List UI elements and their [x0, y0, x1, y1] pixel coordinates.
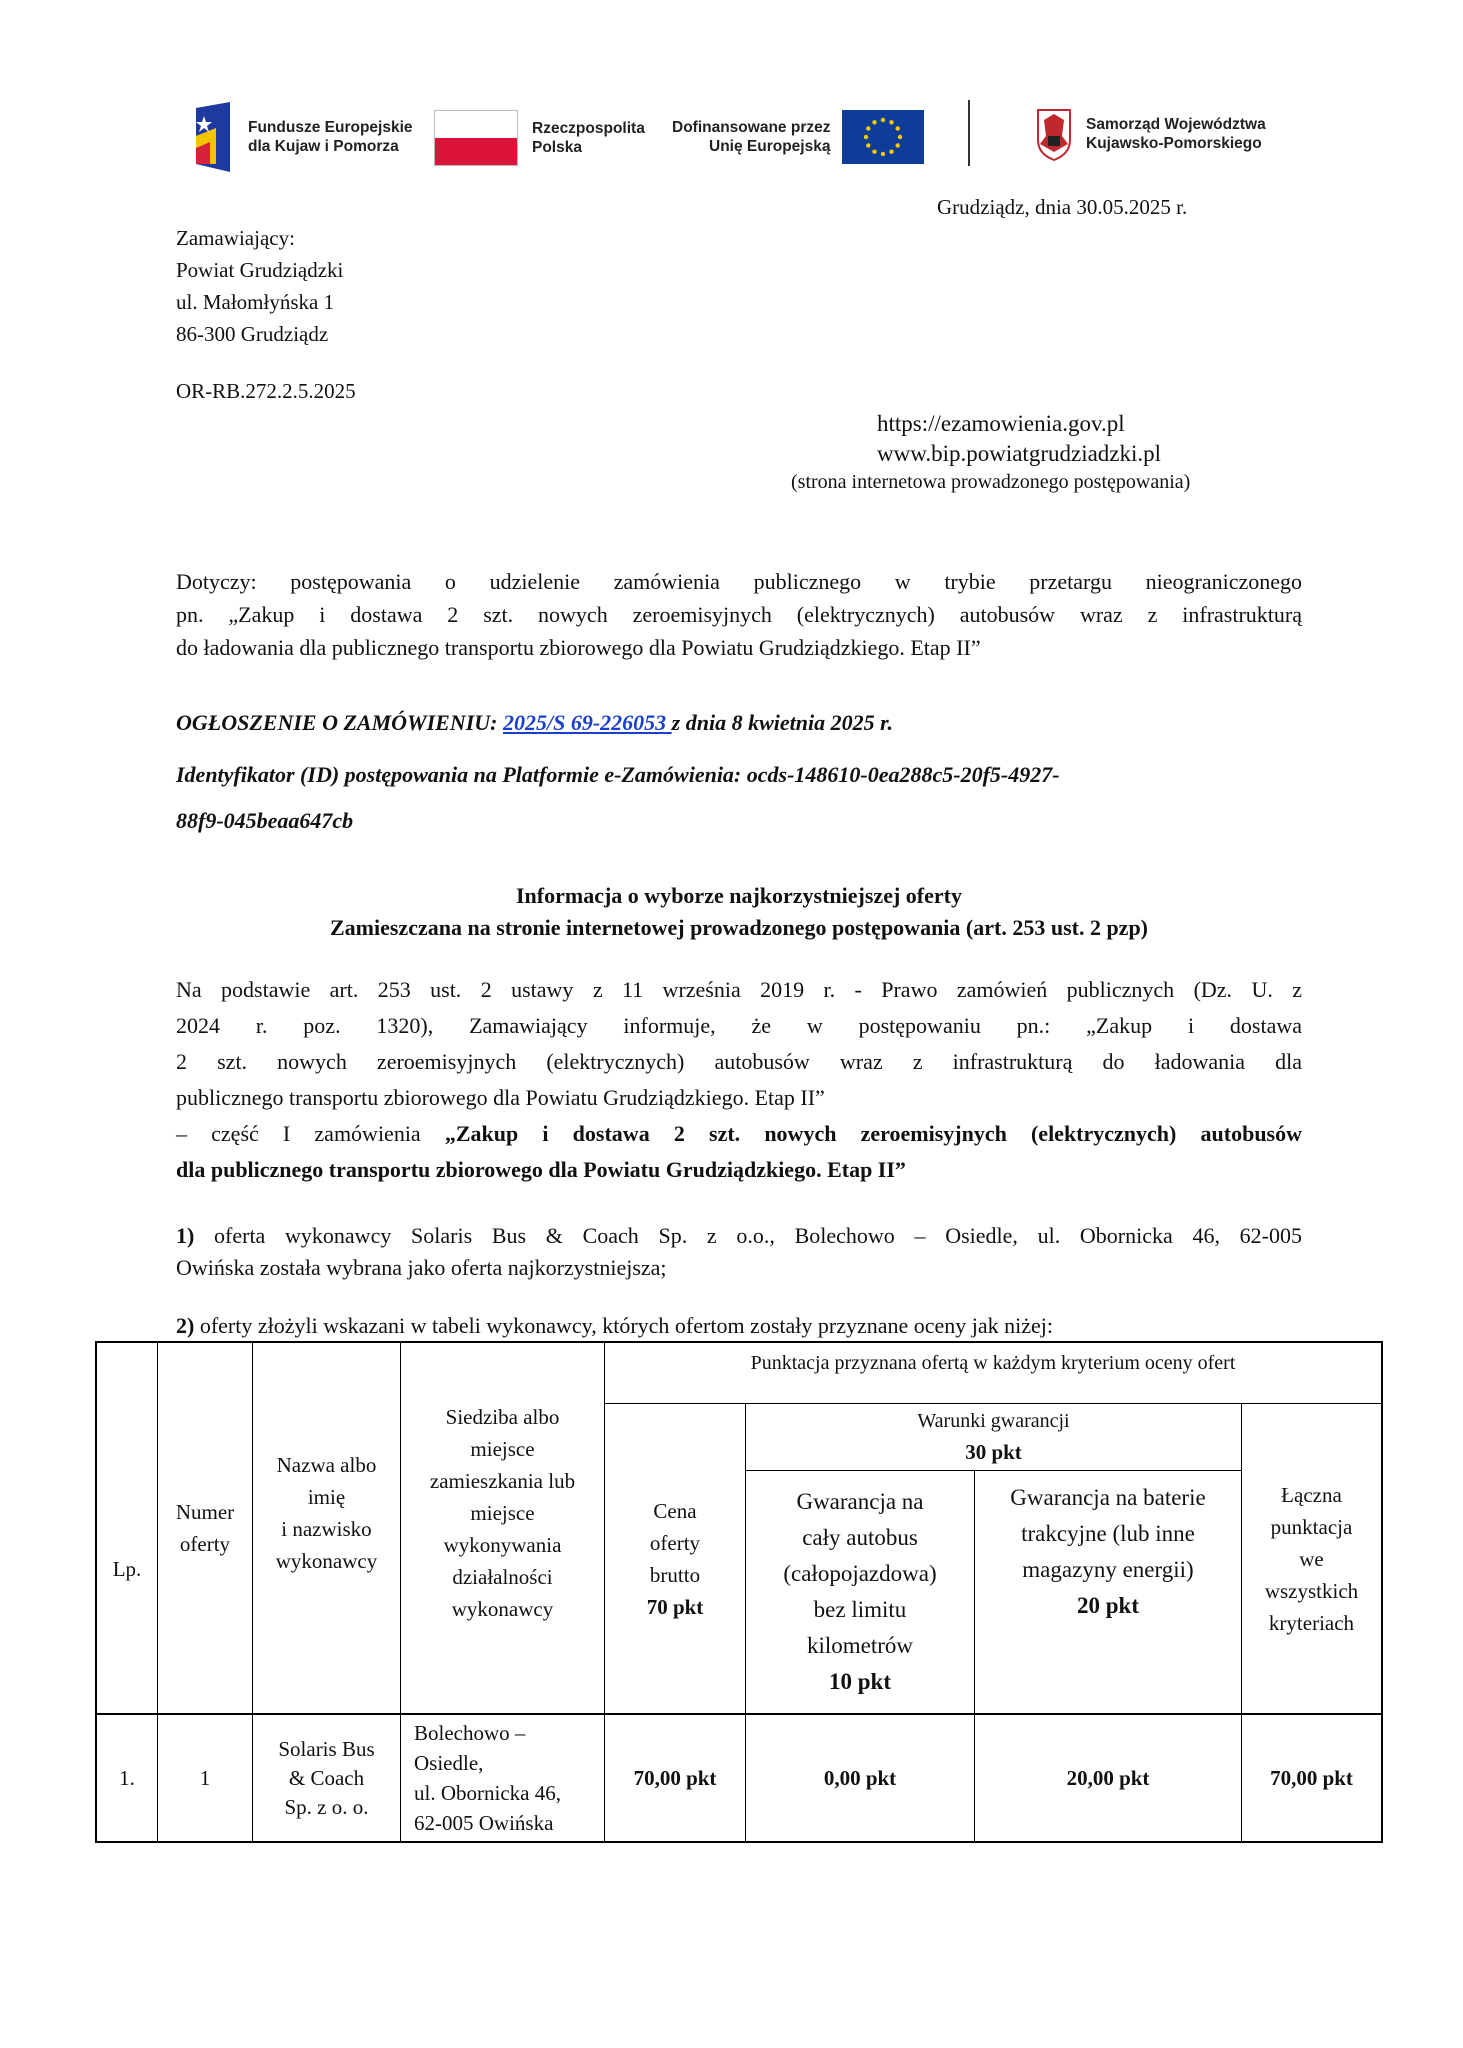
- zamawiajacy-city: 86-300 Grudziądz: [176, 322, 329, 346]
- th-cena: [605, 1404, 745, 1713]
- th-numer: [158, 1343, 252, 1713]
- th-laczna: [1242, 1404, 1381, 1713]
- point2-text: oferty złożyli wskazani w tabeli wykonawcy, których ofertom zostały przyznane oceny jak niżej:: [194, 1313, 1054, 1338]
- rp-logo-line2: Polska: [532, 139, 582, 156]
- th-laczna-line: Łączna: [1281, 1482, 1342, 1507]
- th-warunki-points: 30 pkt: [965, 1440, 1022, 1464]
- url-note: (strona internetowa prowadzonego postępowania): [791, 471, 1191, 493]
- td-siedziba-line: ul. Obornicka 46,: [414, 1781, 561, 1805]
- ogloszenie-suffix: z dnia 8 kwietnia 2025 r.: [671, 710, 893, 735]
- th-laczna-line: kryteriach: [1268, 1610, 1355, 1635]
- th-laczna-line: wszystkich: [1264, 1578, 1359, 1603]
- th-gw1-line: Gwarancja na: [796, 1489, 924, 1514]
- point1-line2: Owińska została wybrana jako oferta najkorzystniejsza;: [176, 1255, 667, 1280]
- url-bip[interactable]: www.bip.powiatgrudziadzki.pl: [877, 441, 1162, 466]
- td-nazwa: [253, 1715, 400, 1841]
- th-gw1-line: kilometrów: [806, 1633, 914, 1658]
- body-line2: 2024 r. poz. 1320), Zamawiający informuje, że w postępowaniu pn.: „Zakup i dostawa: [176, 1013, 1302, 1038]
- th-gw1-line: (całopojazdowa): [783, 1561, 937, 1586]
- point1-text1: oferta wykonawcy Solaris Bus & Coach Sp. z o.o., Bolechowo – Osiedle, ul. Obornicka 46, 62-005: [194, 1223, 1302, 1248]
- td-siedziba: [414, 1715, 604, 1841]
- td-nazwa-line: Solaris Bus: [278, 1736, 375, 1761]
- th-gw2-line: magazyny energii): [1022, 1557, 1194, 1582]
- czesc-line2: dla publicznego transportu zbiorowego dla Powiatu Grudziądzkiego. Etap II”: [176, 1157, 906, 1182]
- informacja-title-line1: Informacja o wyborze najkorzystniejszej oferty: [516, 883, 962, 908]
- ogloszenie-link[interactable]: 2025/S 69-226053: [502, 710, 672, 735]
- th-punktacja: Punktacja przyznana ofertą w każdym kryterium oceny ofert: [750, 1352, 1236, 1374]
- td-lp: 1.: [119, 1766, 135, 1790]
- th-nazwa-line: Nazwa albo: [276, 1453, 377, 1477]
- zamawiajacy-label: Zamawiający:: [176, 226, 295, 250]
- url-ezamowienia[interactable]: https://ezamowienia.gov.pl: [877, 411, 1125, 436]
- th-siedziba-line: miejsce: [470, 1501, 535, 1525]
- th-cena-line: oferty: [649, 1530, 701, 1555]
- th-laczna-line: punktacja: [1270, 1514, 1353, 1539]
- rp-logo-line1: Rzeczpospolita: [532, 120, 645, 137]
- sw-logo-line2: Kujawsko-Pomorskiego: [1086, 135, 1262, 152]
- th-nazwa: [253, 1343, 400, 1683]
- table-border-bottom: [95, 1841, 1383, 1843]
- sw-logo-line1: Samorząd Województwa: [1086, 116, 1266, 133]
- fe-logo-line2: dla Kujaw i Pomorza: [248, 138, 399, 155]
- th-siedziba-line: działalności: [452, 1565, 553, 1589]
- th-gwarancja-autobus: [746, 1471, 974, 1713]
- th-siedziba-line: miejsce: [470, 1437, 535, 1461]
- th-siedziba: [401, 1343, 604, 1683]
- td-nazwa-line: Sp. z o. o.: [284, 1794, 369, 1819]
- fe-logo-line1: Fundusze Europejskie: [248, 119, 413, 136]
- eu-logo-line1: Dofinansowane przez: [672, 119, 831, 136]
- th-warunki: [746, 1404, 1241, 1470]
- point1-number: 1): [176, 1223, 195, 1248]
- czesc-bold1: „Zakup i dostawa 2 szt. nowych zeroemisyjnych (elektrycznych) autobusów: [444, 1121, 1303, 1146]
- td-numer: 1: [199, 1766, 211, 1790]
- th-numer-line: oferty: [179, 1532, 231, 1556]
- th-cena-points: 70 pkt: [646, 1594, 704, 1619]
- th-gw1-line: bez limitu: [813, 1597, 907, 1622]
- place-date: Grudziądz, dnia 30.05.2025 r.: [937, 195, 1188, 219]
- reference-number: OR-RB.272.2.5.2025: [176, 379, 356, 403]
- th-laczna-line: we: [1299, 1546, 1324, 1571]
- td-siedziba-line: Osiedle,: [414, 1751, 484, 1775]
- dotyczy-line2: pn. „Zakup i dostawa 2 szt. nowych zeroemisyjnych (elektrycznych) autobusów wraz z infrastrukturą: [176, 602, 1302, 627]
- th-numer-line: Numer: [175, 1500, 235, 1524]
- td-siedziba-line: 62-005 Owińska: [414, 1811, 554, 1835]
- th-siedziba-line: wykonawcy: [451, 1597, 554, 1621]
- td-cena: 70,00 pkt: [633, 1766, 717, 1790]
- td-laczna: 70,00 pkt: [1270, 1766, 1353, 1790]
- td-gwarancja-autobus: 0,00 pkt: [823, 1766, 897, 1790]
- th-cena-line: brutto: [649, 1562, 701, 1587]
- body-line1: Na podstawie art. 253 ust. 2 ustawy z 11 września 2019 r. - Prawo zamówień publicznych (Dz. U. z: [176, 977, 1302, 1002]
- th-gw1-points: 10 pkt: [828, 1669, 891, 1694]
- th-cena-line: Cena: [653, 1498, 697, 1523]
- th-gw2-line: Gwarancja na baterie: [1010, 1485, 1206, 1510]
- th-nazwa-line: wykonawcy: [275, 1549, 378, 1573]
- th-nazwa-line: imię: [307, 1485, 346, 1509]
- dotyczy-line1: Dotyczy: postępowania o udzielenie zamówienia publicznego w trybie przetargu nieograniczonego: [176, 569, 1302, 594]
- zamawiajacy-street: ul. Małomłyńska 1: [176, 290, 335, 314]
- td-siedziba-line: Bolechowo –: [414, 1721, 526, 1745]
- zamawiajacy-name: Powiat Grudziądzki: [176, 258, 344, 282]
- identyfikator-line1: Identyfikator (ID) postępowania na Platformie e-Zamówienia: ocds-148610-0ea288c5-20f5-4927-: [176, 762, 1060, 787]
- identyfikator-line2: 88f9-045beaa647cb: [176, 808, 354, 833]
- th-siedziba-line: wykonywania: [443, 1533, 562, 1557]
- th-siedziba-line: Siedziba albo: [445, 1405, 560, 1429]
- dotyczy-line3: do ładowania dla publicznego transportu zbiorowego dla Powiatu Grudziądzkiego. Etap II”: [176, 635, 981, 660]
- table-border-right: [1381, 1341, 1383, 1843]
- ogloszenie-prefix: OGŁOSZENIE O ZAMÓWIENIU:: [176, 710, 503, 735]
- th-siedziba-line: zamieszkania lub: [429, 1469, 576, 1493]
- th-gw2-line: trakcyjne (lub inne: [1021, 1521, 1195, 1546]
- td-nazwa-line: & Coach: [288, 1765, 365, 1790]
- body-line4: publicznego transportu zbiorowego dla Powiatu Grudziądzkiego. Etap II”: [176, 1085, 825, 1110]
- czesc-prefix: – część I zamówienia: [176, 1121, 445, 1146]
- td-gwarancja-baterie: 20,00 pkt: [1066, 1766, 1150, 1790]
- th-nazwa-line: i nazwisko: [281, 1517, 372, 1541]
- th-gw1-line: cały autobus: [802, 1525, 918, 1550]
- body-line3: 2 szt. nowych zeroemisyjnych (elektrycznych) autobusów wraz z infrastrukturą do ładowania dla: [176, 1049, 1302, 1074]
- point2-number: 2): [176, 1313, 195, 1338]
- th-gw2-points: 20 pkt: [1076, 1593, 1139, 1618]
- eu-logo-line2: Unię Europejską: [709, 138, 831, 155]
- th-warunki-label: Warunki gwarancji: [917, 1410, 1070, 1432]
- informacja-title-line2: Zamieszczana na stronie internetowej prowadzonego postępowania (art. 253 ust. 2 pzp): [329, 915, 1149, 940]
- th-gwarancja-baterie: [975, 1480, 1241, 1680]
- th-lp: Lp.: [112, 1557, 142, 1581]
